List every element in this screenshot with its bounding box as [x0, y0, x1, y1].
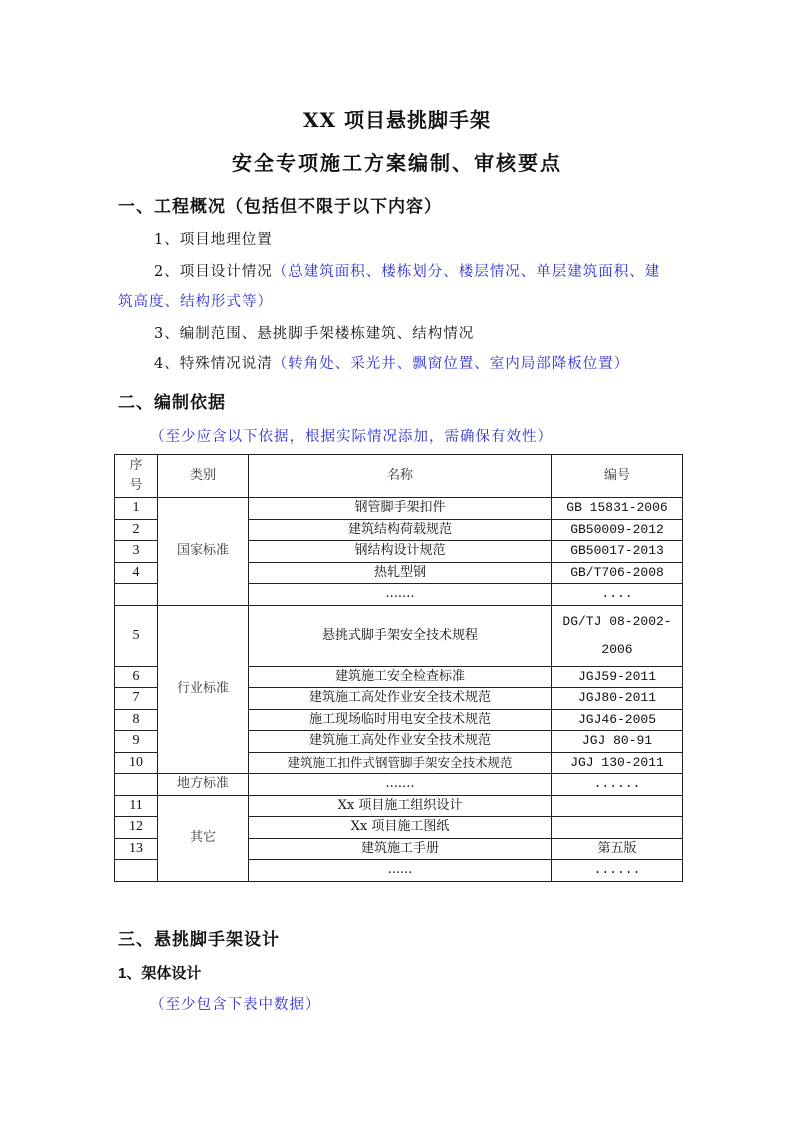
row-number	[115, 774, 158, 796]
row-code	[552, 795, 683, 817]
row-name: 热轧型钢	[249, 562, 552, 584]
row-name: Xx 项目施工组织设计	[249, 795, 552, 817]
category-local: 地方标准	[158, 774, 249, 796]
row-name: .......	[249, 774, 552, 796]
row-code: ....	[552, 584, 683, 606]
row-code: ......	[552, 860, 683, 882]
document-title-line2: 安全专项施工方案编制、审核要点	[232, 151, 562, 175]
table-header-row	[115, 455, 683, 498]
row-code: ......	[552, 774, 683, 796]
row-name: 建筑施工高处作业安全技术规范	[249, 731, 552, 753]
section1-item2-note: （总建筑面积、楼栋划分、楼层情况、单层建筑面积、建	[272, 264, 661, 280]
section1-item1: 1、项目地理位置	[154, 232, 273, 248]
section1-item4	[154, 352, 629, 373]
category-industry: 行业标准	[158, 605, 249, 774]
header-name: 名称	[249, 455, 552, 498]
section1-item2-note-continued: 筑高度、结构形式等）	[118, 294, 273, 310]
category-national: 国家标准	[158, 498, 249, 606]
row-code: JGJ46-2005	[552, 709, 683, 731]
category-other: 其它	[158, 795, 249, 881]
row-code: JGJ80-2011	[552, 688, 683, 710]
row-name: 建筑施工安全检查标准	[249, 666, 552, 688]
row-code: JGJ 80-91	[552, 731, 683, 753]
section1-item4-label: 4、特殊情况说清	[154, 356, 273, 372]
section3-subheading	[118, 962, 201, 983]
header-index: 序 号	[115, 455, 158, 498]
row-name: ......	[249, 860, 552, 882]
row-number: 4	[115, 562, 158, 584]
row-code	[552, 817, 683, 839]
section3-note: （至少包含下表中数据）	[150, 997, 321, 1013]
row-number: 1	[115, 498, 158, 520]
section1-heading: 一、工程概况（包括但不限于以下内容）	[118, 197, 442, 217]
section2-heading: 二、编制依据	[118, 393, 226, 413]
section1-item4-note: （转角处、采光井、飘窗位置、室内局部降板位置）	[272, 356, 630, 372]
row-code: GB 15831-2006	[552, 498, 683, 520]
row-code: 第五版	[552, 838, 683, 860]
row-number: 8	[115, 709, 158, 731]
section1-item3: 3、编制范围、悬挑脚手架楼栋建筑、结构情况	[154, 326, 475, 342]
section1-item2-label: 2、项目设计情况	[154, 264, 273, 280]
row-number: 3	[115, 541, 158, 563]
row-number	[115, 860, 158, 882]
row-name: 建筑施工手册	[249, 838, 552, 860]
table-row	[115, 498, 683, 520]
row-code: GB50009-2012	[552, 519, 683, 541]
row-name: .......	[249, 584, 552, 606]
row-number: 13	[115, 838, 158, 860]
row-number: 7	[115, 688, 158, 710]
row-code: GB/T706-2008	[552, 562, 683, 584]
row-name: 建筑施工扣件式钢管脚手架安全技术规范	[249, 752, 552, 774]
row-name: 悬挑式脚手架安全技术规程	[249, 605, 552, 666]
row-name: Xx 项目施工图纸	[249, 817, 552, 839]
row-name: 施工现场临时用电安全技术规范	[249, 709, 552, 731]
section3-heading: 三、悬挑脚手架设计	[118, 930, 280, 950]
document-title-line1: XX 项目悬挑脚手架	[303, 108, 491, 132]
row-number: 6	[115, 666, 158, 688]
section3-subheading-text: 、架体设计	[126, 964, 202, 982]
row-code: JGJ59-2011	[552, 666, 683, 688]
row-name: 建筑结构荷载规范	[249, 519, 552, 541]
row-number: 10	[115, 752, 158, 774]
section2-note: （至少应含以下依据，根据实际情况添加，需确保有效性）	[150, 429, 553, 445]
row-number: 11	[115, 795, 158, 817]
table-row	[115, 774, 683, 796]
row-code: GB50017-2013	[552, 541, 683, 563]
table-row	[115, 795, 683, 817]
row-number	[115, 584, 158, 606]
row-name: 建筑施工高处作业安全技术规范	[249, 688, 552, 710]
section3-subheading-number: 1	[118, 965, 127, 982]
row-code: DG/TJ 08-2002- 2006	[552, 605, 683, 666]
row-name: 钢结构设计规范	[249, 541, 552, 563]
standards-table	[114, 454, 683, 882]
row-number: 5	[115, 605, 158, 666]
row-code: JGJ 130-2011	[552, 752, 683, 774]
header-category: 类别	[158, 455, 249, 498]
row-number: 12	[115, 817, 158, 839]
row-number: 2	[115, 519, 158, 541]
table-row	[115, 605, 683, 666]
section1-item2	[154, 260, 660, 281]
row-number: 9	[115, 731, 158, 753]
header-code: 编号	[552, 455, 683, 498]
row-name: 钢管脚手架扣件	[249, 498, 552, 520]
